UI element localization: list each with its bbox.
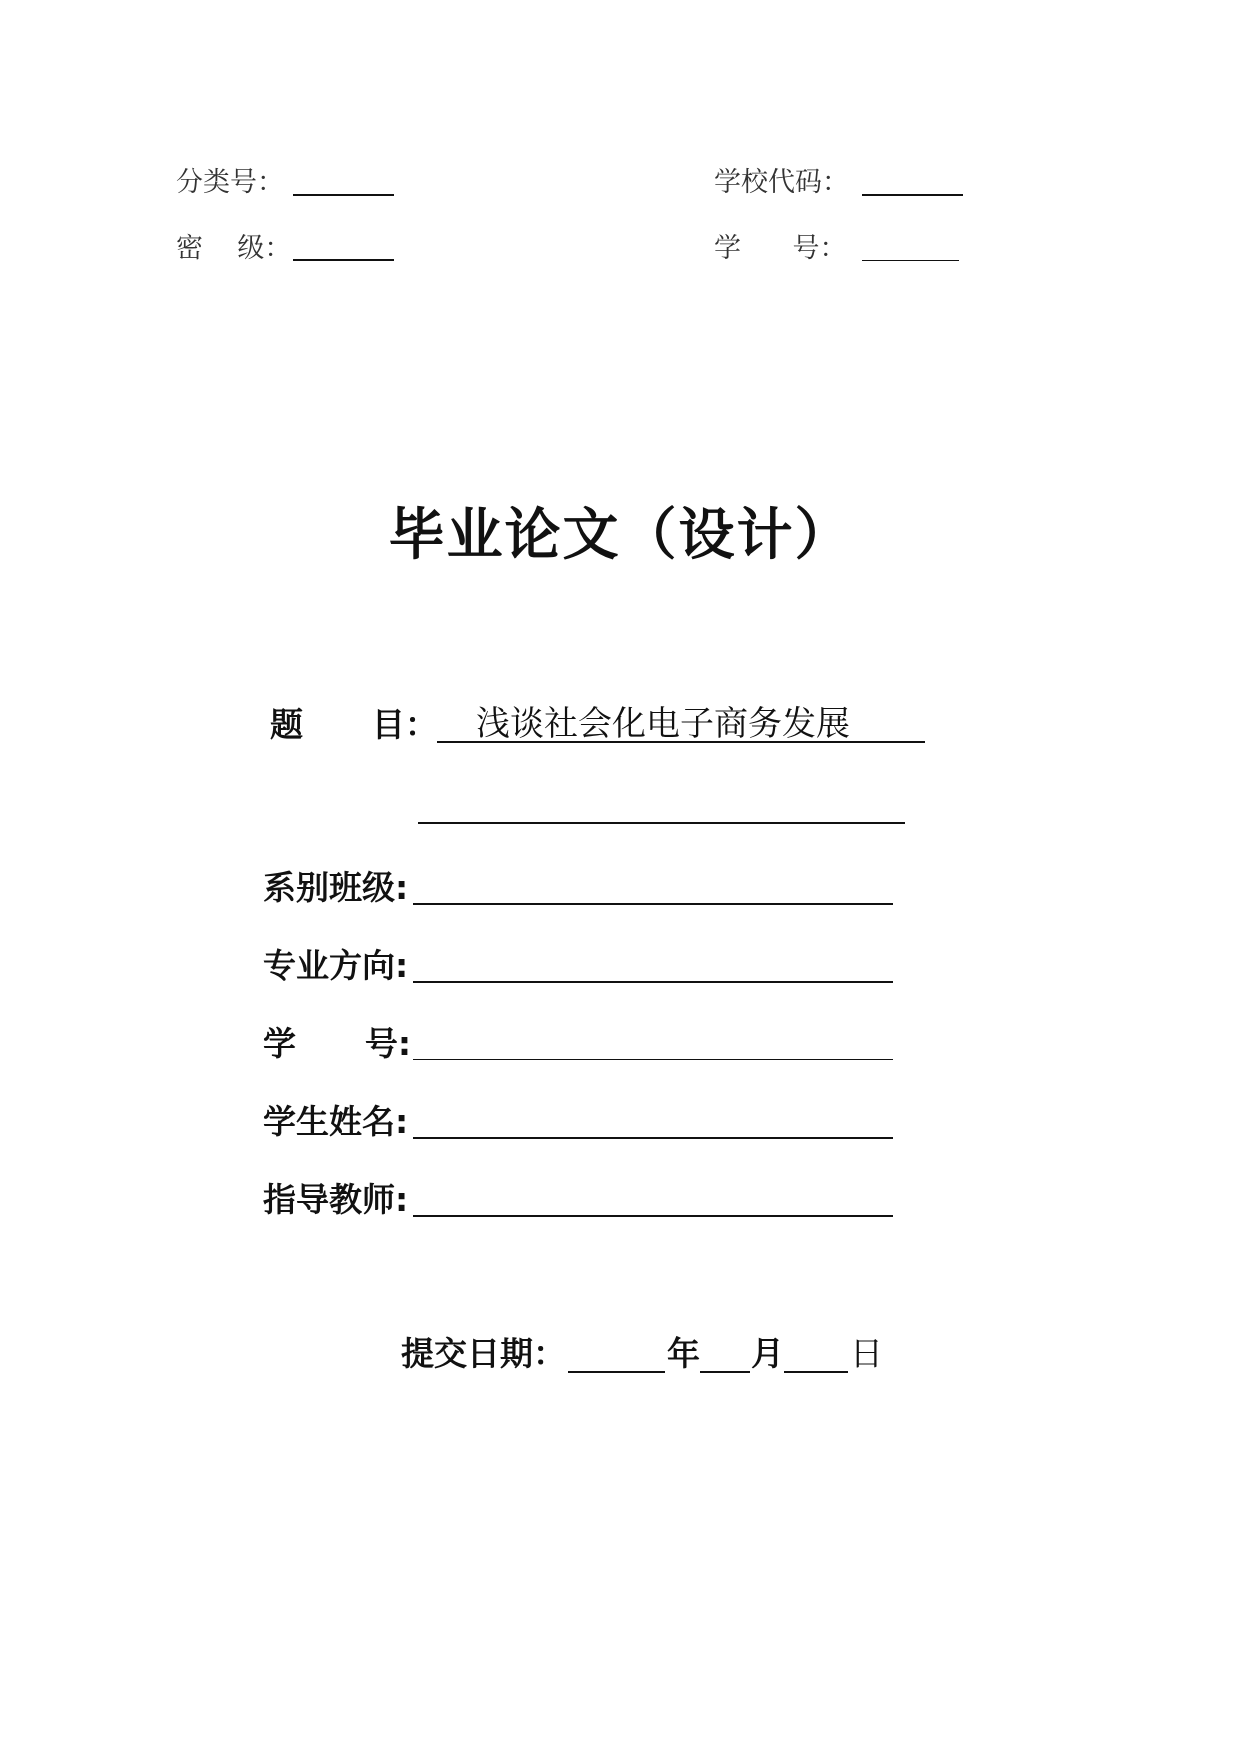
year-label: 年 bbox=[667, 1334, 700, 1373]
classification-label: 分类号： bbox=[176, 167, 284, 198]
student-name-label: 学生姓名: bbox=[263, 1102, 409, 1141]
secrecy-blank[interactable] bbox=[293, 259, 394, 261]
class-label: 系别班级: bbox=[263, 868, 409, 907]
student-no-label: 学 号: bbox=[263, 1024, 412, 1063]
school-code-label: 学校代码： bbox=[714, 167, 849, 198]
topic-underline[interactable] bbox=[437, 741, 925, 743]
date-label: 提交日期： bbox=[401, 1334, 566, 1373]
major-blank[interactable] bbox=[413, 981, 893, 983]
page-title: 毕业论文（设计） bbox=[388, 503, 853, 568]
major-label: 专业方向: bbox=[263, 946, 409, 985]
topic-value: 浅谈社会化电子商务发展 bbox=[476, 704, 850, 744]
student-name-blank[interactable] bbox=[413, 1137, 893, 1139]
topic-second-line[interactable] bbox=[418, 822, 905, 824]
secrecy-label: 密 级： bbox=[176, 233, 292, 264]
year-blank[interactable] bbox=[568, 1371, 665, 1373]
advisor-label: 指导教师: bbox=[263, 1180, 409, 1219]
month-label: 月 bbox=[751, 1334, 784, 1373]
school-code-blank[interactable] bbox=[862, 194, 963, 196]
topic-label: 题 目： bbox=[270, 705, 438, 744]
student-no-blank[interactable] bbox=[413, 1059, 893, 1060]
class-blank[interactable] bbox=[413, 903, 893, 905]
header-student-no-blank[interactable] bbox=[862, 260, 959, 261]
month-blank[interactable] bbox=[700, 1371, 750, 1373]
day-label: 日 bbox=[850, 1334, 883, 1373]
header-student-no-label: 学 号： bbox=[714, 233, 847, 264]
day-blank[interactable] bbox=[784, 1371, 848, 1373]
classification-blank[interactable] bbox=[293, 194, 394, 196]
advisor-blank[interactable] bbox=[413, 1215, 893, 1217]
